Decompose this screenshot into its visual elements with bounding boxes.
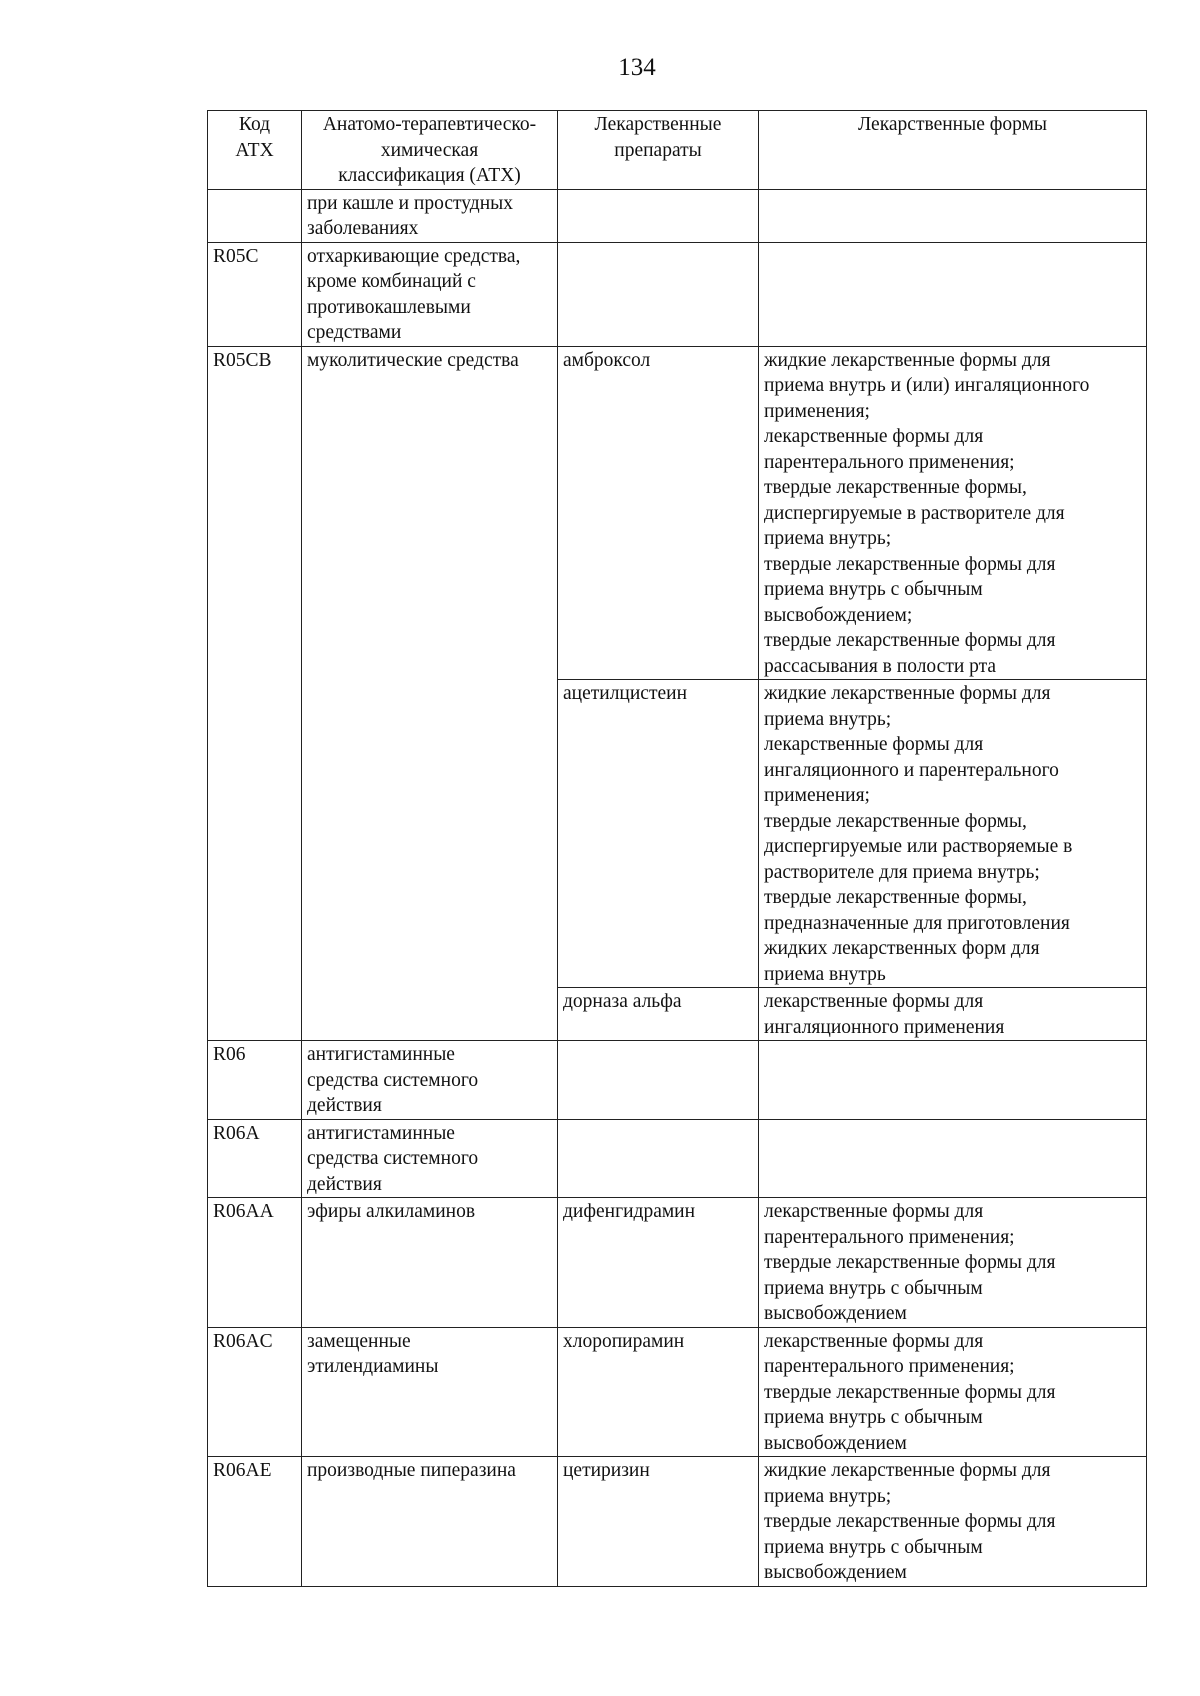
dosage-form-line: твердые лекарственные формы, bbox=[764, 810, 1027, 832]
table-body bbox=[208, 189, 1147, 1586]
drug-name-cell: хлоропирамин bbox=[558, 1327, 759, 1457]
dosage-form-line: растворителе для приема внутрь; bbox=[764, 861, 1040, 883]
classification-line: действия bbox=[307, 1095, 382, 1116]
atx-classification-cell bbox=[302, 1457, 558, 1587]
atx-code-cell: R06A bbox=[208, 1119, 302, 1198]
dosage-forms-cell bbox=[759, 1198, 1147, 1328]
header-drugs bbox=[558, 111, 759, 190]
drug-name-cell bbox=[558, 1041, 759, 1120]
classification-line: кроме комбинаций с bbox=[307, 271, 476, 292]
table-row bbox=[208, 189, 1147, 242]
dosage-form-line: жидкие лекарственные формы для bbox=[764, 349, 1051, 371]
drug-name-cell: ацетилцистеин bbox=[558, 680, 759, 988]
atx-classification-cell bbox=[302, 1198, 558, 1328]
classification-line: при кашле и простудных bbox=[307, 192, 513, 214]
classification-line: антигистаминные bbox=[307, 1044, 455, 1065]
classification-line: противокашлевыми bbox=[307, 296, 471, 318]
atx-code-cell: R05C bbox=[208, 242, 302, 346]
atx-classification-cell bbox=[302, 189, 558, 242]
dosage-form-line: высвобождением bbox=[764, 1562, 907, 1583]
dosage-forms-cell bbox=[759, 680, 1147, 988]
dosage-form-line: ингаляционного применения bbox=[764, 1016, 1005, 1038]
drug-name-cell bbox=[558, 189, 759, 242]
drug-name-cell: дорназа альфа bbox=[558, 988, 759, 1041]
dosage-form-line: лекарственные формы для bbox=[764, 1330, 984, 1352]
dosage-form-line: рассасывания в полости рта bbox=[764, 655, 997, 677]
dosage-form-line: диспергируемые в растворителе для bbox=[764, 502, 1065, 524]
dosage-form-line: высвобождением bbox=[764, 1432, 907, 1454]
classification-line: средства системного bbox=[307, 1148, 479, 1169]
drug-name-cell: дифенгидрамин bbox=[558, 1198, 759, 1328]
classification-line: муколитические средства bbox=[307, 349, 519, 371]
drug-name-cell: амброксол bbox=[558, 346, 759, 680]
atx-classification-cell bbox=[302, 1119, 558, 1198]
dosage-form-line: парентерального применения; bbox=[764, 451, 1015, 473]
header-drugs-line: препараты bbox=[614, 139, 702, 161]
atx-code-cell: R05CB bbox=[208, 346, 302, 1041]
table-row bbox=[208, 1327, 1147, 1457]
classification-line: средства системного bbox=[307, 1069, 479, 1091]
dosage-form-line: приема внутрь; bbox=[764, 1485, 892, 1507]
dosage-form-line: приема внутрь и (или) ингаляционного bbox=[764, 375, 1090, 396]
header-code bbox=[208, 111, 302, 190]
dosage-form-line: высвобождением bbox=[764, 1303, 907, 1324]
dosage-form-line: приема внутрь с обычным bbox=[764, 1407, 983, 1428]
dosage-forms-cell bbox=[759, 346, 1147, 680]
dosage-form-line: приема внутрь с обычным bbox=[764, 579, 983, 600]
classification-line: средствами bbox=[307, 322, 402, 343]
header-classification bbox=[302, 111, 558, 190]
atx-code-cell: R06 bbox=[208, 1041, 302, 1120]
dosage-form-line: жидких лекарственных форм для bbox=[764, 938, 1040, 959]
table-row bbox=[208, 1119, 1147, 1198]
table-row bbox=[208, 242, 1147, 346]
atx-code-cell bbox=[208, 189, 302, 242]
dosage-form-line: приема внутрь с обычным bbox=[764, 1277, 983, 1299]
dosage-form-line: твердые лекарственные формы, bbox=[764, 477, 1027, 498]
dosage-form-line: парентерального применения; bbox=[764, 1356, 1015, 1377]
atx-classification-cell bbox=[302, 1041, 558, 1120]
dosage-form-line: высвобождением; bbox=[764, 604, 913, 626]
header-drugs-line: Лекарственные bbox=[594, 114, 722, 135]
dosage-forms-cell bbox=[759, 242, 1147, 346]
dosage-form-line: ингаляционного и парентерального bbox=[764, 759, 1059, 781]
classification-line: отхаркивающие средства, bbox=[307, 245, 521, 267]
dosage-form-line: приема внутрь с обычным bbox=[764, 1536, 983, 1558]
dosage-form-line: твердые лекарственные формы для bbox=[764, 1252, 1056, 1273]
classification-line: замещенные bbox=[307, 1330, 411, 1352]
dosage-form-line: диспергируемые или растворяемые в bbox=[764, 836, 1073, 857]
dosage-forms-cell bbox=[759, 988, 1147, 1041]
classification-line: действия bbox=[307, 1173, 382, 1195]
atx-classification-cell bbox=[302, 1327, 558, 1457]
dosage-form-line: предназначенные для приготовления bbox=[764, 912, 1070, 934]
table-row bbox=[208, 1041, 1147, 1120]
dosage-form-line: лекарственные формы для bbox=[764, 991, 984, 1012]
dosage-forms-cell bbox=[759, 1119, 1147, 1198]
classification-line: производные пиперазина bbox=[307, 1460, 516, 1481]
dosage-form-line: применения; bbox=[764, 785, 870, 806]
dosage-form-line: приема внутрь; bbox=[764, 708, 892, 730]
dosage-forms-cell bbox=[759, 189, 1147, 242]
table-row bbox=[208, 1457, 1147, 1587]
dosage-form-line: твердые лекарственные формы, bbox=[764, 887, 1027, 908]
header-classification-line: химическая bbox=[380, 139, 479, 161]
dosage-form-line: приема внутрь bbox=[764, 963, 886, 985]
dosage-form-line: жидкие лекарственные формы для bbox=[764, 1460, 1051, 1481]
page-number: 134 bbox=[618, 54, 656, 81]
atx-classification-cell bbox=[302, 242, 558, 346]
dosage-form-line: твердые лекарственные формы для bbox=[764, 1381, 1056, 1403]
dosage-forms-cell bbox=[759, 1327, 1147, 1457]
classification-line: антигистаминные bbox=[307, 1122, 455, 1144]
drug-name-cell bbox=[558, 242, 759, 346]
dosage-form-line: парентерального применения; bbox=[764, 1226, 1015, 1248]
dosage-form-line: твердые лекарственные формы для bbox=[764, 553, 1056, 575]
classification-line: заболеваниях bbox=[307, 218, 419, 239]
header-classification-line: Анатомо-терапевтическо- bbox=[322, 114, 537, 135]
dosage-forms-cell bbox=[759, 1041, 1147, 1120]
dosage-form-line: лекарственные формы для bbox=[764, 426, 984, 447]
dosage-form-line: жидкие лекарственные формы для bbox=[764, 683, 1051, 704]
table-header-row bbox=[208, 111, 1147, 190]
dosage-form-line: твердые лекарственные формы для bbox=[764, 630, 1056, 651]
header-forms-line: Лекарственные формы bbox=[857, 114, 1048, 135]
dosage-form-line: лекарственные формы для bbox=[764, 1201, 984, 1222]
atx-table bbox=[207, 110, 1147, 1587]
dosage-form-line: твердые лекарственные формы для bbox=[764, 1511, 1056, 1532]
atx-code-cell: R06AA bbox=[208, 1198, 302, 1328]
table-row bbox=[208, 346, 1147, 680]
atx-code-cell: R06AC bbox=[208, 1327, 302, 1457]
header-code-line: АТХ bbox=[235, 139, 274, 161]
dosage-forms-cell bbox=[759, 1457, 1147, 1587]
classification-line: этилендиамины bbox=[307, 1356, 439, 1377]
classification-line: эфиры алкиламинов bbox=[307, 1201, 476, 1222]
dosage-form-line: приема внутрь; bbox=[764, 528, 892, 549]
dosage-form-line: лекарственные формы для bbox=[764, 734, 984, 755]
header-forms bbox=[759, 111, 1147, 190]
drug-name-cell: цетиризин bbox=[558, 1457, 759, 1587]
header-code-line: Код bbox=[238, 114, 271, 135]
table-row bbox=[208, 1198, 1147, 1328]
atx-classification-cell bbox=[302, 346, 558, 1041]
drug-name-cell bbox=[558, 1119, 759, 1198]
header-classification-line: классификация (АТХ) bbox=[338, 165, 521, 186]
dosage-form-line: применения; bbox=[764, 400, 870, 422]
atx-code-cell: R06AE bbox=[208, 1457, 302, 1587]
